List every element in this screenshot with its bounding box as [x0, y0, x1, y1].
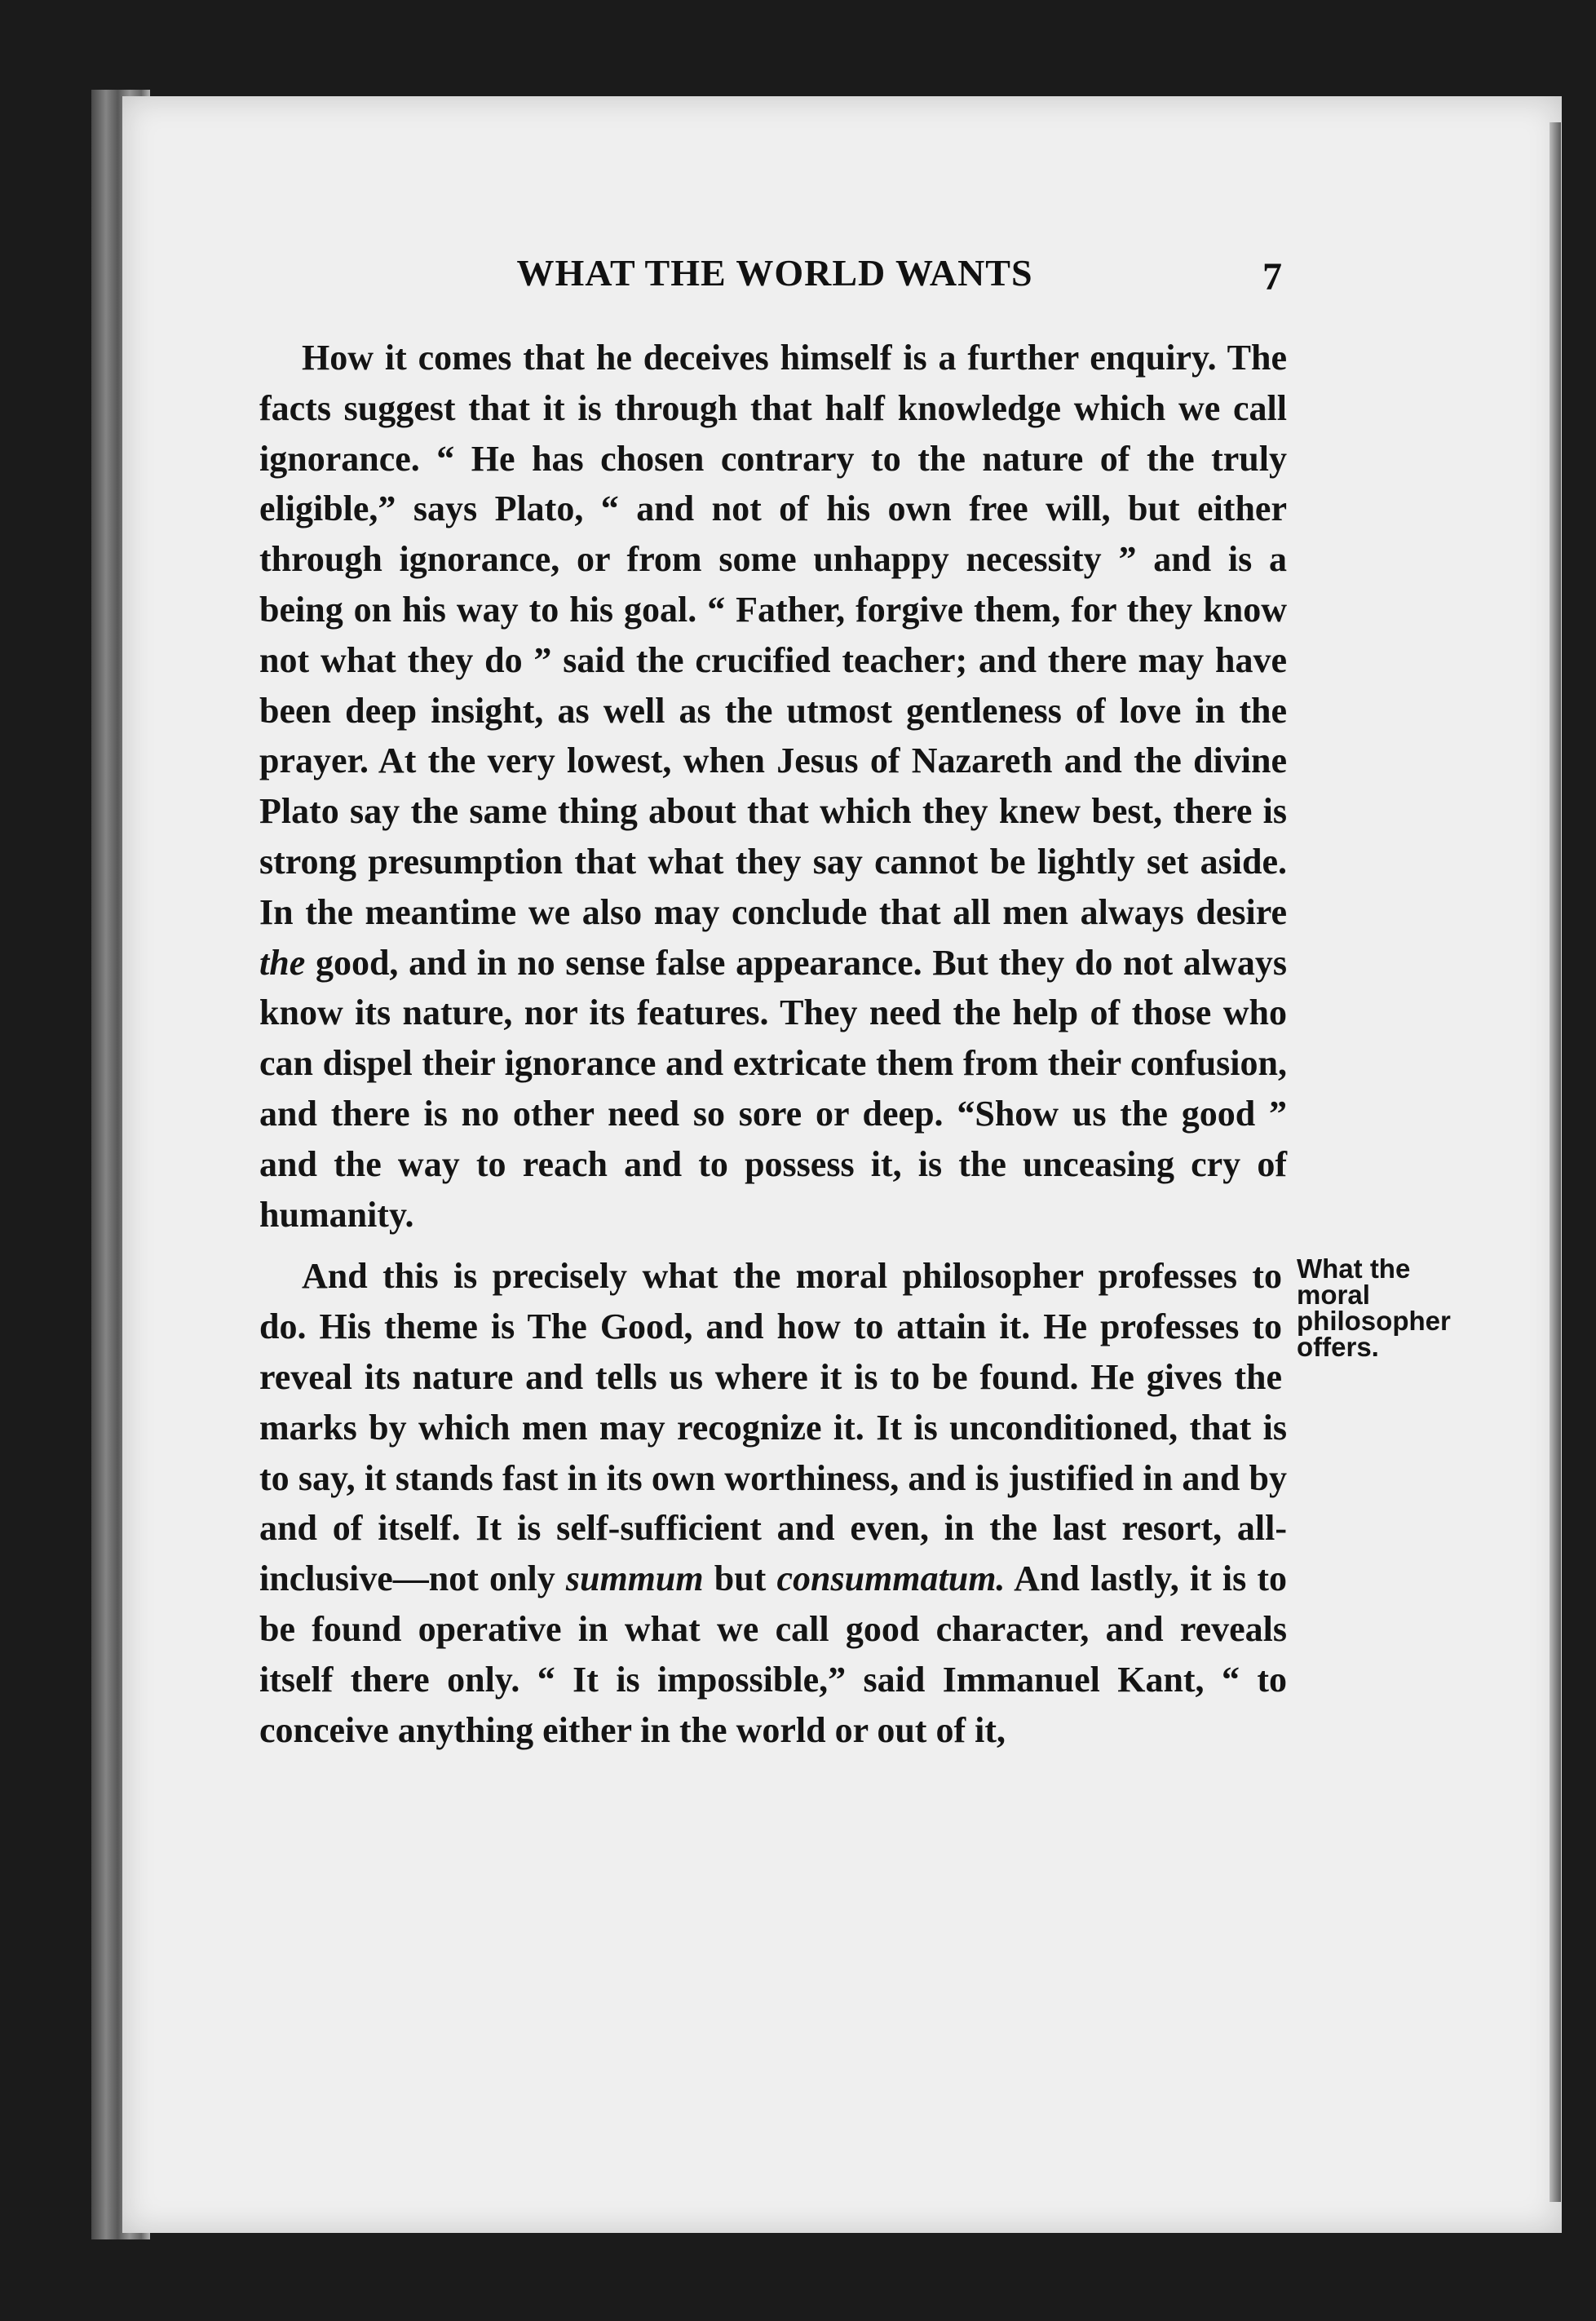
paragraph-2-text-join: but [703, 1558, 777, 1599]
running-title: WHAT THE WORLD WANTS [516, 252, 1033, 294]
paragraph-1 [259, 333, 1287, 1240]
paragraph-2-text: And this is precisely what the moral philosopher professes to do. His theme is The Good, and how to attain it. He professes to reveal its nature and tells us where it is to be found. He gives the marks by which men may recognize it. It is unconditioned, that is to say, it stands fast in its own worthiness, and is justified in and by and of itself. It is self-sufficient and even, in the last resort, all-inclusive—not only [259, 1256, 1287, 1599]
paragraph-2-emphasis-summum: summum [565, 1558, 704, 1599]
paragraph-1-text: How it comes that he deceives himself is a further enquiry. The facts suggest that it is through that half knowledge which we call ignorance. “ He has chosen contrary to the nature of the truly eligible,” says Plato, “ and not of his own free will, but either through ignorance, or from some unhappy necessity ” and is a being on his way to his goal. “ Father, forgive them, for they know not what they do ” said the crucified teacher; and there may have been deep insight, as well as the utmost gentleness of love in the prayer. At the very lowest, when Jesus of Nazareth and the divine Plato say the same thing about that which they knew best, there is strong presumption that what they say cannot be lightly set aside. In the meantime we also may conclude that all men always desire [259, 338, 1287, 932]
marginal-note: What the moral philosopher offers. [1297, 1253, 1451, 1363]
paragraph-2 [259, 1251, 1451, 1755]
paragraph-2-text-end: And lastly, it is to be found operative in what we call good character, and reveals itself there only. “ It is impossible,” said Immanuel Kant, “ to conceive anything either in the world or out of it, [259, 1558, 1287, 1750]
page-edge [1550, 122, 1561, 2202]
page-body [259, 333, 1451, 1755]
paragraph-1-emphasis: the [259, 942, 306, 983]
page-number: 7 [1262, 255, 1282, 298]
paragraph-1-text-continued: good, and in no sense false appearance. But they do not always know its nature, nor its features. They need the help of those who can dispel their ignorance and extricate them from their confusion, and there is no other need so sore or deep. “Show us the good ” and the way to reach and to possess it, is the unceasing cry of humanity. [259, 942, 1287, 1235]
paragraph-2-emphasis-consummatum: consummatum. [776, 1558, 1006, 1599]
